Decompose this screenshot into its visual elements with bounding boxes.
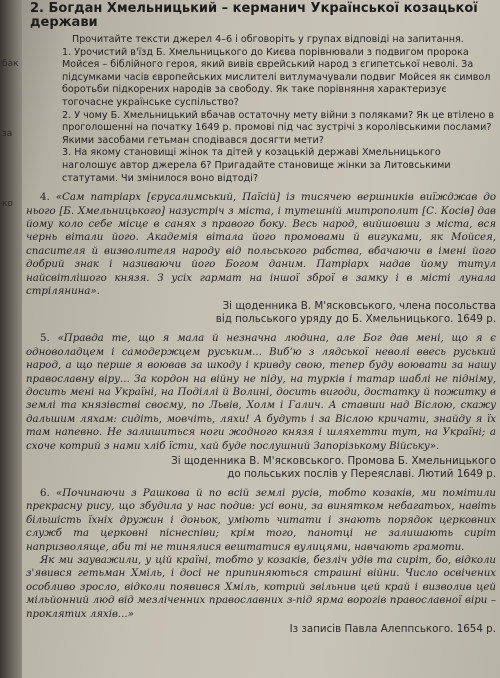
question-2: 2. У чому Б. Хмельницький вбачав остаточну мету війни з поляками? Як це втілено в проголошенні на початку 1649 р. промові під час зустрічі з королівськими послами? Якими засобами гетьман сподівався досягти мети? [62, 109, 495, 146]
page-content [26, 0, 496, 642]
section-title-line: держави [30, 15, 98, 30]
section-title-line: 2. Богдан Хмельницький – керманич Української козацької [30, 1, 478, 16]
question-1: 1. Урочистий в'їзд Б. Хмельницького до Києва порівнювали з подвигом пророка Мойсея – біблійного героя, який вивів єврейський народ з єгипетської неволі. За підсумками часів європейських мислителі витлумачували подвиг Мойсея як символ боротьби підкорених народів за свободу. Як таке порівняння характеризує тогочасне українське суспільство? [62, 46, 491, 108]
source-6-text-p1: 6. «Починаючи з Рашкова й по всій землі русів, тобто козаків, ми помітили прекрасну рису, що збудила у нас подив: усі вони, за винятком небагатьох, навіть більшість їхніх дружин і доньок, уміють читати і знають порядок церковних служб та церковні піснеспіви; крім того, панотці не залишають сиріт напризволяще, аби ті не тинялися вештатися вулицями, навчають грамоти. [26, 488, 496, 553]
question-3: 3. На якому становищі жінок та дітей у козацькій державі Хмельницького наголошує автор джерела 6? Пригадайте становище жінки за Литовськими статутами. Чи змінилося воно відтоді? [62, 147, 451, 184]
source-6 [26, 487, 496, 621]
task-intro: Прочитайте тексти джерел 4–6 і обговоріть у групах відповіді на запитання. [72, 34, 464, 45]
source-5-text: 5. «Правда те, що я мала й незначна людина, але Бог дав мені, що я є одноволадцем і самодержцем руським... Вибʼю з лядської неволі ввесь руський народ, а що перше я воював за шкоду і кривду свою, тепер буду воювати за нашу православну віру... За кордон на війну не піду, на турків і татар шаблі не підніму, досить мені на Україні, на Поділлі й Волині, досить вигоди, достатку й пожитку в землі та князівстві своєму, по Львів, Холм і Галич. А ставши над Віслою, скажу дальшим ляхам: сидіть, мовчіть, ляхи! А будуть і за Віслою кричати, знайду я їх там напевно. Не залишиться ноги жодного князя і шляхетти тут, на Україні; а схоче котрий з нами хліб їсти, хай буде послушний Запорізькому Війську». [26, 333, 496, 452]
page-binding-edge [0, 0, 22, 678]
source-5 [26, 332, 496, 453]
margin-fragment: бак [2, 59, 19, 69]
source-4 [26, 191, 496, 298]
source-6-citation: Із записів Павла Алеппського. 1654 р. [289, 623, 496, 636]
source-4-text: 4. «Сам патріарх [єрусалимський, Паїсій] із тисячею вершників виїжджав до нього [Б. Хмельницького] назустріч з міста, і тутешній митрополит [С. Косів] дав йому коло себе місце в санях з правого боку. Весь народ, вийшовши з міста, вся чернь вітали його. Академія вітала його промовами й вигуками, як Мойсея, спасителя й визволителя народу від польського рабства, вбачаючи в імені його добрий знак і називаючи його Богом даним. Патріарх надав йому титул найсвітлішого князя. З усіх гармат на іншої зброї в замку і в місті лунала стрілянина». [26, 192, 496, 297]
source-6-text-p2: Як ми зауважили, у цій країні, тобто у козаків, безліч удів та сиріт, бо, відколи з'явився гетьман Хміль, і досі не припиняються страшні війни. Число освічених особливо зросло, відколи появився Хміль, котрий звільнив цей край і визволив цей мільйонний люд від мезліченних православних з-під ярма ворогів православної віри – проклятих ляхів...» [26, 555, 496, 620]
margin-fragment: ко [2, 199, 13, 209]
source-5-citation: Зі щоденника В. М'ясковського. Промова Б. Хмельницького до польських послів у Переяславі. Лютий 1649 р. [171, 455, 496, 481]
source-4-citation: Зі щоденника В. М'ясковського, члена посольства від польського уряду до Б. Хмельницького. 1649 р. [215, 300, 496, 326]
section-title [26, 2, 496, 30]
task-block [26, 34, 496, 185]
margin-fragment: за [2, 129, 13, 139]
